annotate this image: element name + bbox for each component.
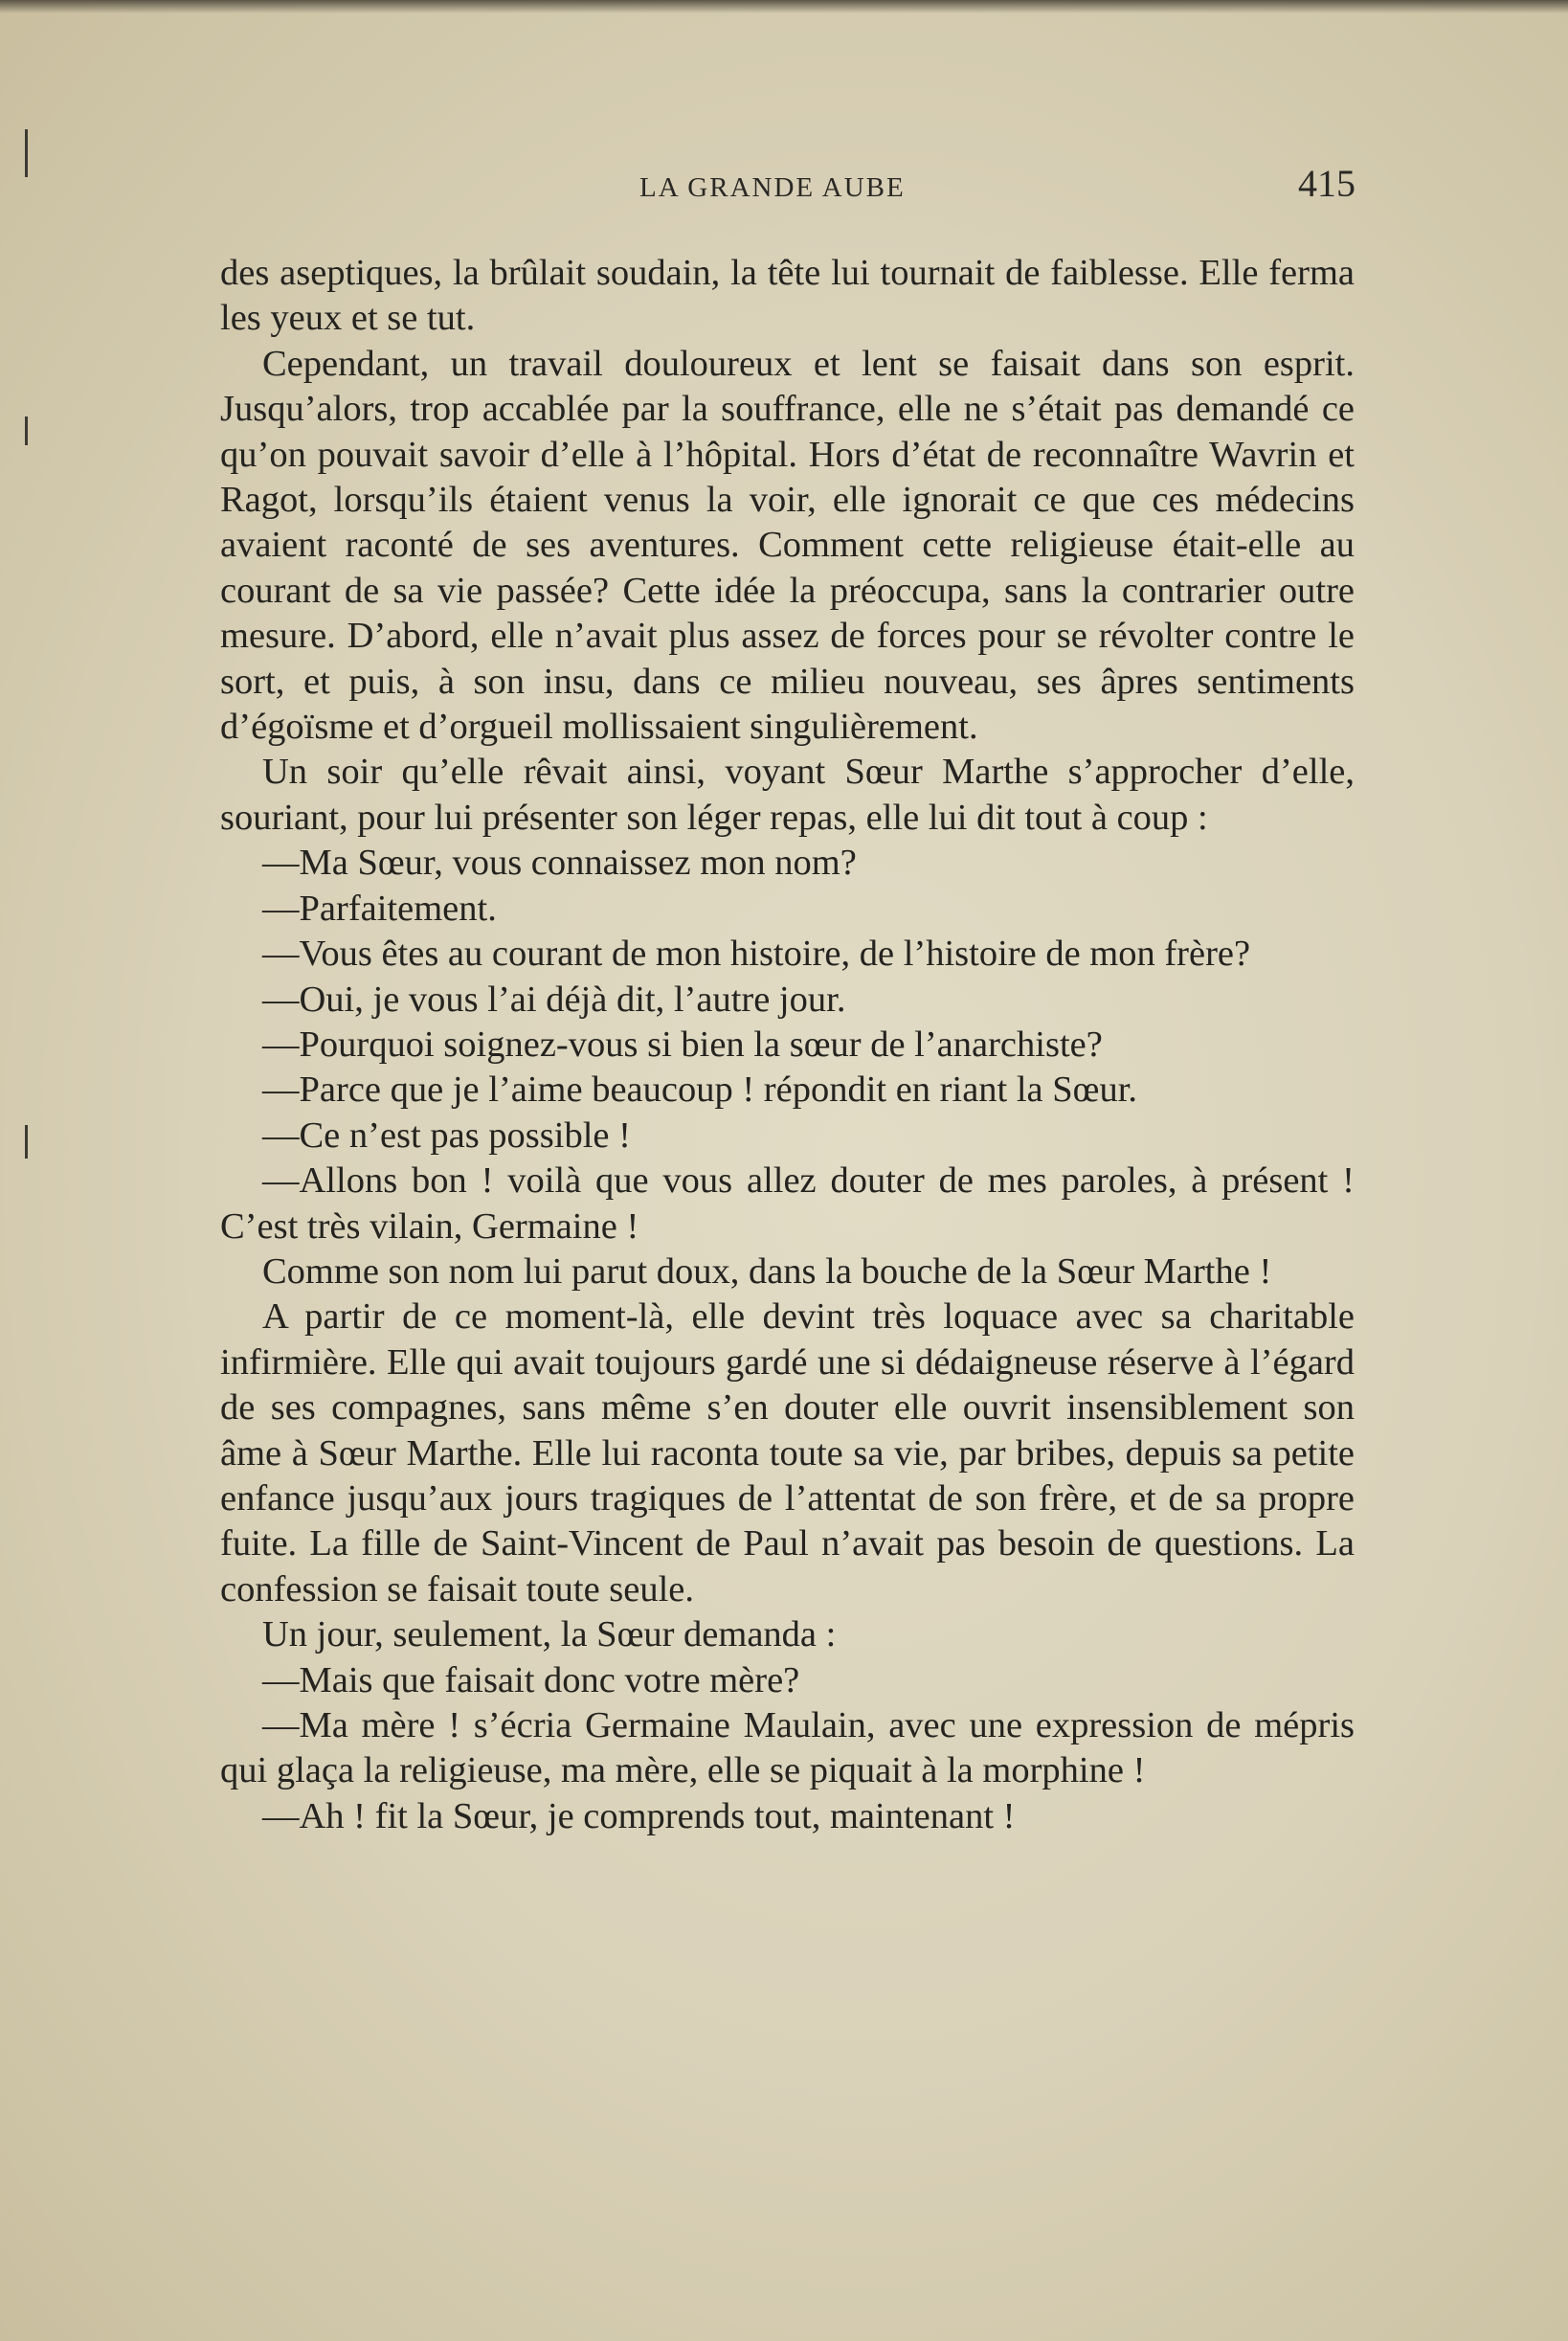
dialogue-line: —Allons bon ! voilà que vous allez douter de mes paroles, à présent ! C’est très vilain, Germaine !	[220, 1160, 1355, 1247]
paragraph: Un soir qu’elle rêvait ainsi, voyant Sœur Marthe s’approcher d’elle, souriant, pour lui présenter son léger repas, elle lui dit tout à coup :	[220, 752, 1355, 838]
dialogue-line: —Parce que je l’aime beaucoup ! répondit en riant la Sœur.	[262, 1069, 1138, 1111]
page-top-edge-shadow	[0, 0, 1568, 13]
dialogue-line: —Ah ! fit la Sœur, je comprends tout, maintenant !	[262, 1795, 1016, 1836]
gutter-mark	[25, 416, 28, 445]
dialogue-line: —Ma Sœur, vous connaissez mon nom?	[262, 843, 857, 884]
dialogue-line: —Pourquoi soignez-vous si bien la sœur de l’anarchiste?	[262, 1024, 1103, 1065]
paragraph: Un jour, seulement, la Sœur demanda :	[262, 1614, 837, 1655]
paragraph: Cependant, un travail douloureux et lent se faisait dans son esprit. Jusqu’alors, trop accablée par la souffrance, elle ne s’était pas demandé ce qu’on pouvait savoir d’elle à l’hôpital. Hors d’état de reconnaître Wavrin et Ragot, lorsqu’ils étaient venus la voir, elle ignorait ce que ces médecins avaient raconté de ses aventures. Comment cette religieuse était-elle au courant de sa vie passée? Cette idée la préoccupa, sans la contrarier outre mesure. D’abord, elle n’avait plus assez de forces pour se révolter contre le sort, et puis, à son insu, dans ce milieu nouveau, ses âpres sentiments d’égoïsme et d’orgueil mollissaient singulièrement.	[220, 343, 1355, 748]
paragraph: des aseptiques, la brûlait soudain, la tête lui tournait de faiblesse. Elle ferma les yeux et se tut.	[220, 253, 1355, 339]
page-number: 415	[1298, 162, 1355, 205]
dialogue-line: —Mais que faisait donc votre mère?	[262, 1659, 800, 1700]
dialogue-line: —Ma mère ! s’écria Germaine Maulain, avec une expression de mépris qui glaça la religieuse, ma mère, elle se piquait à la morphine !	[220, 1705, 1355, 1791]
dialogue-line: —Oui, je vous l’ai déjà dit, l’autre jour.	[262, 979, 846, 1020]
running-title: LA GRANDE AUBE	[639, 172, 906, 203]
paragraph: Comme son nom lui parut doux, dans la bouche de la Sœur Marthe !	[262, 1250, 1272, 1292]
dialogue-line: —Ce n’est pas possible !	[262, 1114, 631, 1156]
page-header	[0, 161, 1568, 218]
dialogue-line: —Vous êtes au courant de mon histoire, de l’histoire de mon frère?	[262, 934, 1251, 975]
paragraph: A partir de ce moment-là, elle devint très loquace avec sa charitable infirmière. Elle qui avait toujours gardé une si dédaigneuse réserve à l’égard de ses compagnes, sans même s’en douter elle ouvrit insensiblement son âme à Sœur Marthe. Elle lui raconta toute sa vie, par bribes, depuis sa petite enfance jusqu’aux jours tragiques de l’attentat de son frère, et de sa propre fuite. La fille de Saint-Vincent de Paul n’avait pas besoin de questions. La confession se faisait toute seule.	[220, 1296, 1355, 1609]
gutter-mark	[25, 1125, 28, 1159]
body-text	[220, 251, 1355, 1839]
dialogue-line: —Parfaitement.	[262, 888, 497, 929]
